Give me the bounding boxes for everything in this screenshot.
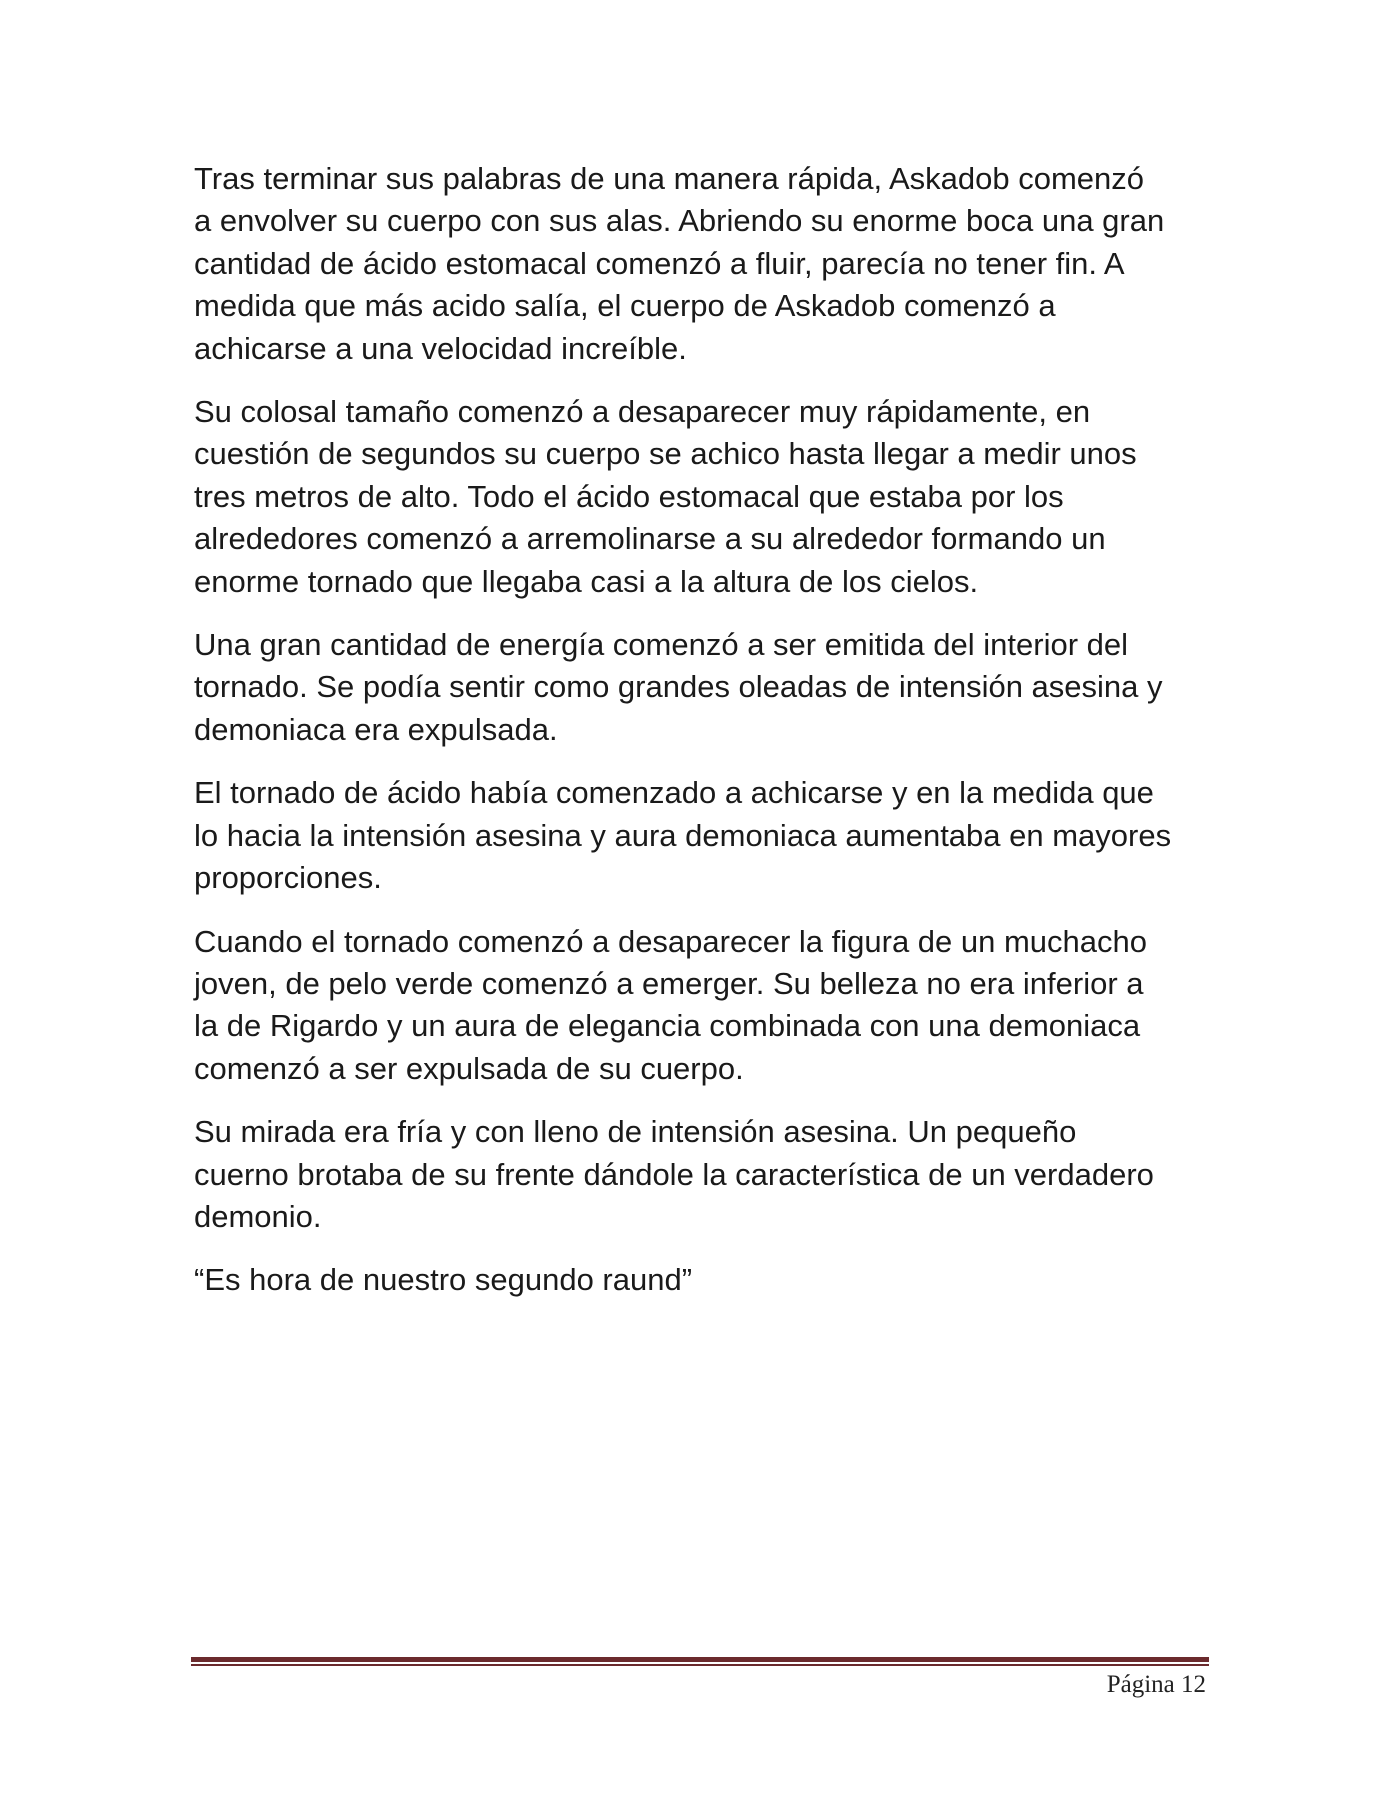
page-number: Página 12	[1106, 1671, 1206, 1698]
footer-rule-thin	[191, 1664, 1209, 1666]
paragraph-1: Tras terminar sus palabras de una manera rápida, Askadob comenzó a envolver su cuerpo con sus alas. Abriendo su enorme boca una gran cantidad de ácido estomacal comenzó a fluir, parecía no tener fin. A medida que más acido salía, el cuerpo de Askadob comenzó a achicarse a una velocidad increíble.	[194, 161, 1165, 366]
paragraph-7-dialogue: “Es hora de nuestro segundo raund”	[194, 1262, 693, 1298]
paragraph-3: Una gran cantidad de energía comenzó a ser emitida del interior del tornado. Se podía sentir como grandes oleadas de intensión asesina y demoniaca era expulsada.	[194, 627, 1163, 747]
paragraph-5: Cuando el tornado comenzó a desaparecer la figura de un muchacho joven, de pelo verde comenzó a emerger. Su belleza no era inferior a la de Rigardo y un aura de elegancia combinada con una demoniaca comenzó a ser expulsada de su cuerpo.	[194, 923, 1148, 1086]
paragraph-6: Su mirada era fría y con lleno de intensión asesina. Un pequeño cuerno brotaba de su frente dándole la característica de un verdadero demonio.	[194, 1114, 1154, 1234]
body-text	[194, 158, 1214, 1323]
footer-rule	[191, 1657, 1209, 1666]
paragraph-2: Su colosal tamaño comenzó a desaparecer muy rápidamente, en cuestión de segundos su cuerpo se achico hasta llegar a medir unos tres metros de alto. Todo el ácido estomacal que estaba por los alrededores comenzó a arremolinarse a su alrededor formando un enorme tornado que llegaba casi a la altura de los cielos.	[194, 394, 1137, 599]
paragraph-4: El tornado de ácido había comenzado a achicarse y en la medida que lo hacia la intensión asesina y aura demoniaca aumentaba en mayores proporciones.	[194, 775, 1172, 896]
